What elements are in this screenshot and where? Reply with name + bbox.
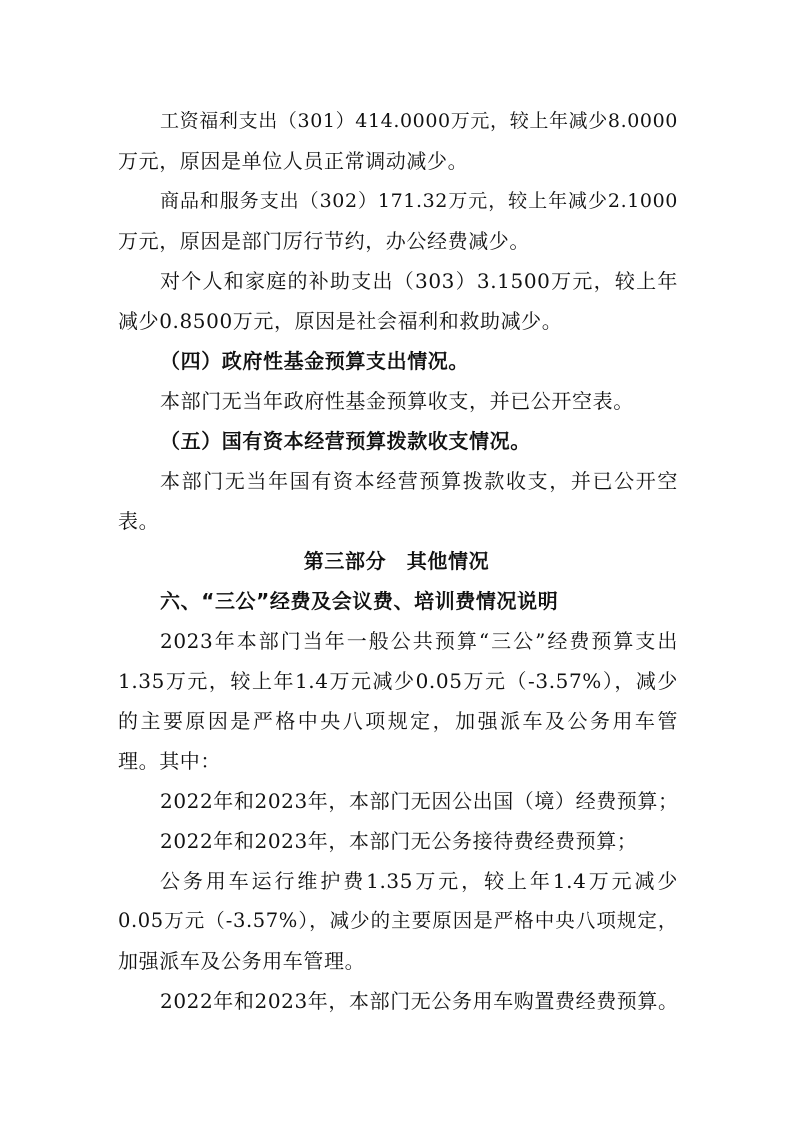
- text-line: 2023年本部门当年一般公共预算“三公”经费预算支出: [160, 629, 678, 653]
- text-line: 表。: [118, 509, 160, 533]
- text-line: 本部门无当年国有资本经营预算拨款收支，并已公开空: [160, 469, 678, 493]
- text-line: 2022年和2023年，本部门无公务用车购置费经费预算。: [160, 989, 679, 1013]
- text-line: 工资福利支出（301）414.0000万元，较上年减少8.0000: [160, 110, 678, 132]
- text-line: 2022年和2023年，本部门无公务接待费经费预算；: [160, 829, 638, 853]
- section-heading: （五）国有资本经营预算拨款收支情况。: [160, 429, 531, 453]
- text-line: 万元，原因是单位人员正常调动减少。: [118, 149, 469, 173]
- text-line: 加强派车及公务用车管理。: [118, 949, 366, 973]
- section-heading: 六、“三公”经费及会议费、培训费情况说明: [160, 589, 559, 613]
- text-line: 的主要原因是严格中央八项规定，加强派车及公务用车管: [118, 709, 678, 733]
- text-line: 商品和服务支出（302）171.32万元，较上年减少2.1000: [160, 190, 678, 212]
- section-heading: （四）政府性基金预算支出情况。: [160, 349, 469, 373]
- text-line: 理。其中：: [118, 749, 221, 773]
- text-line: 1.35万元，较上年1.4万元减少0.05万元（-3.57%），减少: [118, 669, 678, 693]
- text-line: 0.05万元（-3.57%），减少的主要原因是严格中央八项规定，: [118, 909, 678, 932]
- text-line: 公务用车运行维护费1.35万元，较上年1.4万元减少: [160, 869, 678, 893]
- text-line: 减少0.8500万元，原因是社会福利和救助减少。: [118, 309, 563, 333]
- text-line: 万元，原因是部门厉行节约，办公经费减少。: [118, 229, 530, 253]
- text-line: 对个人和家庭的补助支出（303）3.1500万元，较上年: [160, 269, 678, 293]
- text-line: 本部门无当年政府性基金预算收支，并已公开空表。: [160, 389, 634, 413]
- part-title: 第三部分 其他情况: [303, 549, 490, 573]
- text-line: 2022年和2023年，本部门无因公出国（境）经费预算；: [160, 789, 679, 813]
